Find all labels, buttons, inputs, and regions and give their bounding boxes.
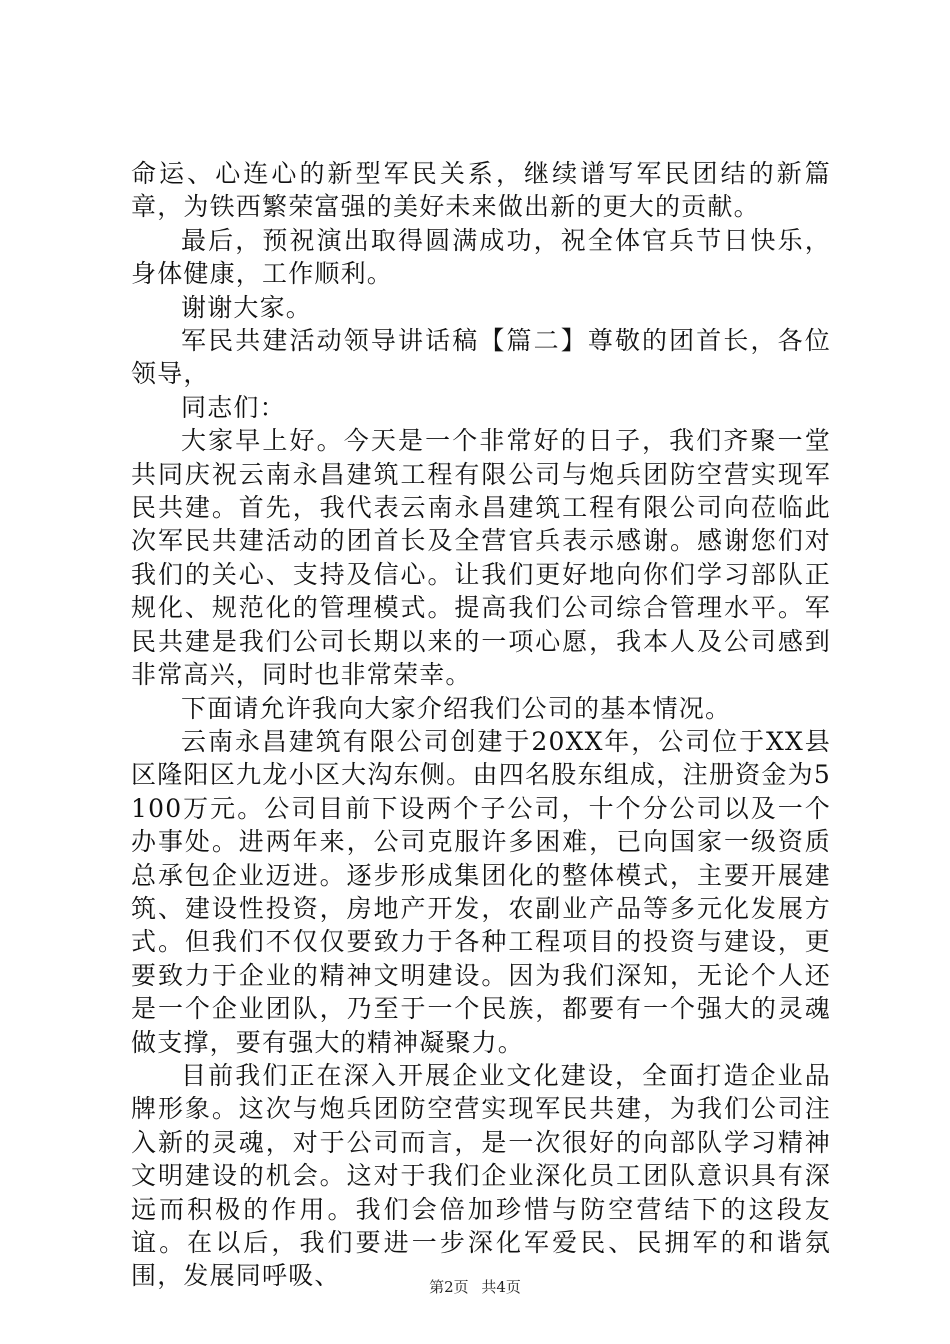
page-footer (0, 1277, 950, 1297)
paragraph: 下面请允许我向大家介绍我们公司的基本情况。 (181, 693, 732, 723)
document-body (131, 157, 831, 1293)
page-total: 共4页 (481, 1278, 521, 1296)
paragraph: 同志们： (181, 392, 286, 422)
paragraph: 大家早上好。今天是一个非常好的日子，我们齐聚一堂共同庆祝云南永昌建筑工程有限公司与炮兵团防空营实现军民共建。首先，我代表云南永昌建筑工程有限公司向莅临此次军民共建活动的团首长及全营官兵表示感谢。感谢您们对我们的关心、支持及信心。让我们更好地向你们学习部队正规化、规范化的管理模式。提高我们公司综合管理水平。军民共建是我们公司长期以来的一项心愿，我本人及公司感到非常高兴，同时也非常荣幸。 (131, 426, 831, 690)
paragraph: 谢谢大家。 (181, 292, 313, 322)
paragraph: 命运、心连心的新型军民关系，继续谱写军民团结的新篇章，为铁西繁荣富强的美好未来做出新的更大的贡献。 (131, 159, 831, 222)
page-number: 第2页 (429, 1278, 469, 1296)
paragraph: 最后，预祝演出取得圆满成功，祝全体官兵节日快乐，身体健康，工作顺利。 (131, 225, 831, 289)
paragraph: 目前我们正在深入开展企业文化建设，全面打造企业品牌形象。这次与炮兵团防空营实现军民共建，为我们公司注入新的灵魂，对于公司而言，是一次很好的向部队学习精神文明建设的机会。这对于我们企业深化员工团队意识具有深远而积极的作用。我们会倍加珍惜与防空营结下的这段友谊。在以后，我们要进一步深化军爱民、民拥军的和谐氛围，发展同呼吸、 (131, 1060, 831, 1291)
paragraph: 军民共建活动领导讲话稿【篇二】尊敬的团首长，各位领导， (131, 326, 831, 389)
paragraph: 云南永昌建筑有限公司创建于20XX年，公司位于XX县区隆阳区九龙小区大沟东侧。由四名股东组成，注册资金为5100万元。公司目前下设两个子公司，十个分公司以及一个办事处。进两年来，公司克服许多困难，已向国家一级资质总承包企业迈进。逐步形成集团化的整体模式，主要开展建筑、建设性投资，房地产开发，农副业产品等多元化发展方式。但我们不仅仅要致力于各种工程项目的投资与建设，更要致力于企业的精神文明建设。因为我们深知，无论个人还是一个企业团队，乃至于一个民族，都要有一个强大的灵魂做支撑，要有强大的精神凝聚力。 (131, 726, 831, 1057)
